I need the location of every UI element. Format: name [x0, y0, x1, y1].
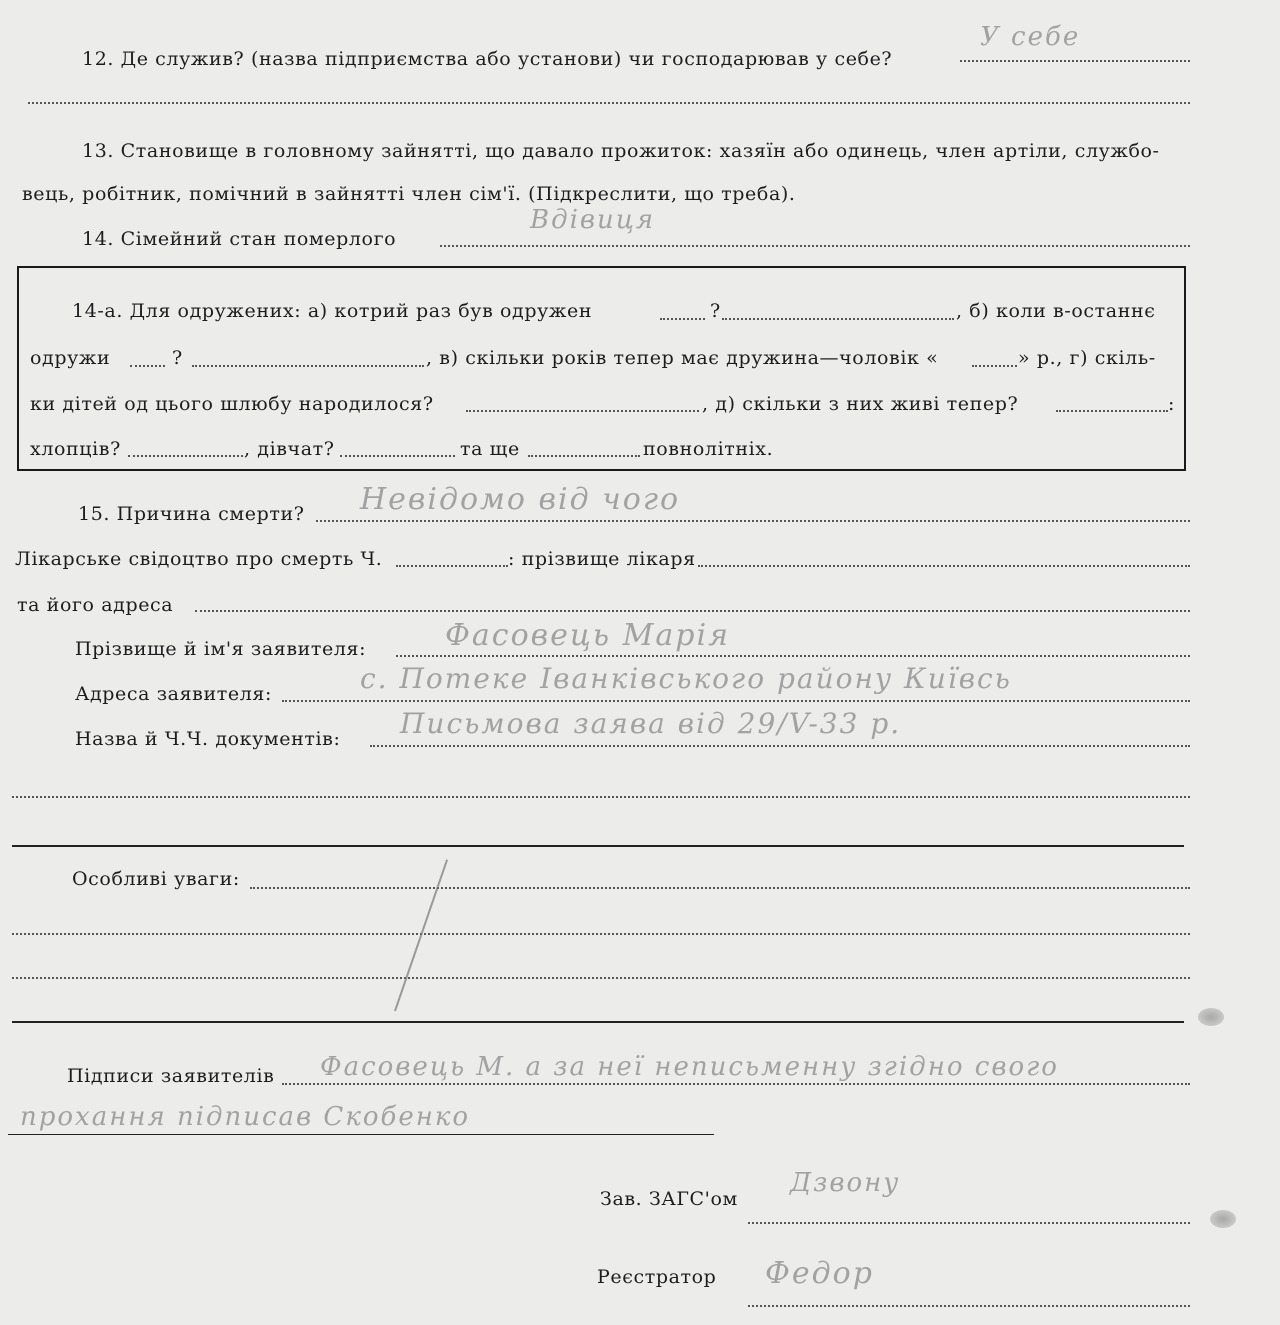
- q14a-colon: :: [1168, 393, 1176, 415]
- spouse-age-label: , в) скільки років тепер має дружина—чоловік «: [426, 347, 939, 369]
- notes-label: Особливі уваги:: [72, 868, 240, 890]
- documents-field[interactable]: [370, 745, 1190, 747]
- section-divider: [12, 845, 1184, 847]
- q14a-q1: ?: [710, 300, 721, 322]
- zags-head-label: Зав. ЗАГС'ом: [600, 1188, 738, 1210]
- q12-continuation-line: [28, 102, 1190, 104]
- children-born-label: ки дітей од цього шлюбу народилося?: [30, 393, 434, 415]
- documents-value: Письмова заява від 29/V-33 р.: [400, 707, 902, 740]
- applicant-address-field[interactable]: [282, 700, 1190, 702]
- registrar-signature-field[interactable]: [748, 1305, 1190, 1307]
- signatures-field[interactable]: [282, 1083, 1190, 1085]
- q14-label: 14. Сімейний стан померлого: [82, 228, 397, 250]
- cause-of-death-label: 15. Причина смерти?: [78, 503, 305, 525]
- signatures-underline: [8, 1134, 714, 1135]
- punch-hole: [1198, 1008, 1224, 1026]
- children-alive-label: , д) скільки з них живі тепер?: [702, 393, 1019, 415]
- medical-certificate-number-field[interactable]: [396, 565, 508, 567]
- diagonal-strike: [394, 859, 448, 1011]
- applicant-name-value: Фасовець Марія: [445, 618, 730, 653]
- q14a-line1-label: 14-а. Для одружених: а) котрий раз був одружен: [72, 300, 593, 322]
- q13-line2: вець, робітник, помічний в зайнятті член сім'ї. (Підкреслити, що треба).: [22, 183, 796, 205]
- children-label: » р., г) скіль-: [1018, 347, 1156, 369]
- q12-answer: У себе: [980, 22, 1081, 52]
- medical-certificate-label: Лікарське свідоцтво про смерть Ч.: [15, 548, 383, 570]
- boys-label: хлопців?: [30, 438, 121, 460]
- notes-field-line2[interactable]: [12, 933, 1190, 935]
- q14-answer-line[interactable]: [440, 245, 1190, 247]
- spouse-age-field[interactable]: [972, 365, 1017, 367]
- q12-answer-line[interactable]: [960, 60, 1190, 62]
- children-born-field[interactable]: [466, 410, 699, 412]
- signatures-label: Підписи заявителів: [67, 1065, 275, 1087]
- applicant-address-label: Адреса заявителя:: [75, 683, 272, 705]
- girls-label: , дівчат?: [244, 438, 335, 460]
- q13-line1: 13. Становище в головному зайнятті, що давало прожиток: хазяїн або одинець, член артіли, службо-: [82, 140, 1160, 162]
- doctor-address-field[interactable]: [195, 610, 1190, 612]
- doctor-surname-field[interactable]: [698, 565, 1190, 567]
- q14a-last-marriage-label: , б) коли в-останнє: [956, 300, 1156, 322]
- q14a-q2: ?: [172, 347, 183, 369]
- notes-field-line3[interactable]: [12, 977, 1190, 979]
- boys-field[interactable]: [128, 455, 243, 457]
- more-label: та ще: [460, 438, 520, 460]
- applicant-name-field[interactable]: [396, 655, 1190, 657]
- registrar-signature: Федор: [765, 1256, 874, 1291]
- marriage-count-field[interactable]: [660, 318, 705, 320]
- children-alive-field[interactable]: [1056, 410, 1168, 412]
- notes-divider: [12, 1021, 1184, 1023]
- marriage-count-answer-field[interactable]: [722, 318, 954, 320]
- q12-label: 12. Де служив? (назва підприємства або установи) чи господарював у себе?: [82, 48, 893, 70]
- doctor-address-label: та його адреса: [17, 594, 174, 616]
- girls-field[interactable]: [340, 455, 455, 457]
- q14-answer: Вдівиця: [530, 205, 656, 235]
- signatures-value-line1: Фасовець М. а за неї неписьменну згідно свого: [320, 1052, 1059, 1082]
- applicant-address-value: с. Потеке Іванківського району Київсь: [360, 662, 1012, 695]
- last-married-answer-field[interactable]: [192, 365, 424, 367]
- cause-of-death-field[interactable]: [316, 520, 1190, 522]
- applicant-name-label: Прізвище й ім'я заявителя:: [75, 638, 367, 660]
- documents-label: Назва й Ч.Ч. документів:: [75, 728, 341, 750]
- registrar-label: Реєстратор: [597, 1266, 717, 1288]
- zags-head-signature: Дзвону: [790, 1168, 901, 1198]
- zags-head-signature-field[interactable]: [748, 1222, 1190, 1224]
- notes-field-line1[interactable]: [250, 887, 1190, 889]
- q14a-line2-label: одружи: [30, 347, 111, 369]
- adults-field[interactable]: [528, 455, 640, 457]
- signatures-value-line2: прохання підписав Скобенко: [20, 1102, 471, 1132]
- adults-label: повнолітніх.: [643, 438, 774, 460]
- doctor-surname-label: : прізвище лікаря: [508, 548, 696, 570]
- punch-hole-2: [1210, 1210, 1236, 1228]
- cause-of-death-value: Невідомо від чого: [360, 482, 681, 517]
- last-married-field[interactable]: [130, 365, 165, 367]
- documents-continuation-line: [12, 796, 1190, 798]
